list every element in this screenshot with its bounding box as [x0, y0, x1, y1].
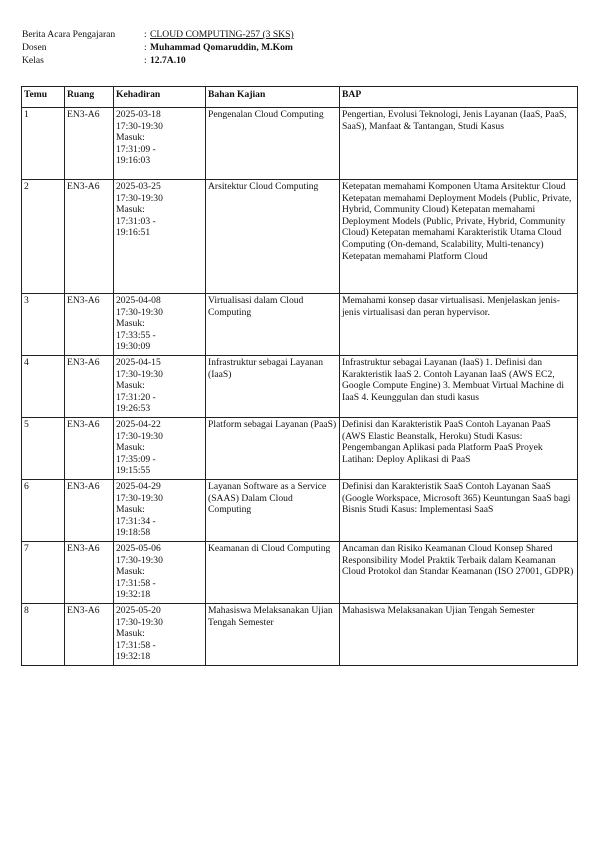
masuk-time: 17:31:34 - [116, 515, 156, 527]
cell-bap: Infrastruktur sebagai Layanan (IaaS) 1. Definisi dan Karakteristik IaaS 2. Contoh Layanan IaaS (AWS EC2, Google Compute Engine) 3. Membuat Virtual Machine di IaaS 4. Keunggulan dan studi kasus [340, 356, 578, 418]
cell-bap: Definisi dan Karakteristik PaaS Contoh Layanan PaaS (AWS Elastic Beanstalk, Heroku) Studi Kasus: Pengembangan Aplikasi pada Platform PaaS Proyek Latihan: Deploy Aplikasi di PaaS [340, 418, 578, 480]
column-header-temu: Temu [22, 87, 65, 108]
column-header-kehadiran: Kehadiran [114, 87, 206, 108]
time: 17:30-19:30 [116, 306, 163, 318]
keluar-time: 19:30:09 [116, 341, 151, 353]
lecturer-value: Muhammad Qomaruddin, M.Kom [150, 42, 293, 53]
time: 17:30-19:30 [116, 554, 163, 566]
date: 2025-05-06 [116, 543, 161, 554]
cell-ruang: EN3-A6 [65, 604, 114, 666]
cell-kehadiran [114, 108, 206, 180]
masuk-time: 17:31:03 - [116, 215, 156, 227]
date: 2025-03-25 [116, 181, 161, 192]
masuk-time: 17:35:09 - [116, 453, 156, 465]
keluar-time: 19:26:53 [116, 403, 151, 415]
masuk-label: Masuk: [116, 504, 145, 516]
masuk-label: Masuk: [116, 318, 145, 330]
keluar-time: 19:16:03 [116, 155, 151, 167]
cell-temu: 4 [22, 356, 65, 418]
masuk-label: Masuk: [116, 132, 145, 144]
class-label: Kelas [22, 55, 44, 66]
cell-bahan-kajian: Infrastruktur sebagai Layanan (IaaS) [206, 356, 340, 418]
cell-ruang: EN3-A6 [65, 542, 114, 604]
masuk-label: Masuk: [116, 628, 145, 640]
cell-bap: Ancaman dan Risiko Keamanan Cloud Konsep Shared Responsibility Model Praktik Terbaik dalam Keamanan Cloud Protokol dan Standar Keamanan (ISO 27001, GDPR) [340, 542, 578, 604]
column-header-ruang: Ruang [65, 87, 114, 108]
cell-ruang: EN3-A6 [65, 108, 114, 180]
cell-temu: 7 [22, 542, 65, 604]
keluar-time: 19:18:58 [116, 527, 151, 539]
cell-ruang: EN3-A6 [65, 356, 114, 418]
cell-ruang: EN3-A6 [65, 480, 114, 542]
cell-bap: Ketepatan memahami Komponen Utama Arsitektur Cloud Ketepatan memahami Deployment Models (Public, Private, Hybrid, Community Cloud) Ketepatan memahami Deployment Models (Public, Private, Hybrid, Community Cloud) Ketepatan memahami Karakteristik Utama Cloud Computing (On-demand, Scalability, Multi-tenancy) Ketepatan memahami Platform Cloud [340, 180, 578, 294]
cell-kehadiran [114, 356, 206, 418]
lecturer-row [22, 42, 294, 55]
masuk-time: 17:31:58 - [116, 577, 156, 589]
masuk-label: Masuk: [116, 380, 145, 392]
cell-ruang: EN3-A6 [65, 294, 114, 356]
cell-bap: Mahasiswa Melaksanakan Ujian Tengah Semester [340, 604, 578, 666]
class-value: 12.7A.10 [150, 55, 186, 66]
masuk-label: Masuk: [116, 566, 145, 578]
column-header-bahan-kajian: Bahan Kajian [206, 87, 340, 108]
cell-kehadiran [114, 480, 206, 542]
class-row [22, 55, 294, 68]
table-row [22, 542, 578, 604]
course-label: Berita Acara Pengajaran [22, 29, 116, 40]
time: 17:30-19:30 [116, 368, 163, 380]
time: 17:30-19:30 [116, 120, 163, 132]
course-separator: : [144, 29, 147, 40]
class-separator: : [144, 55, 147, 66]
table-header-row [22, 87, 578, 108]
masuk-time: 17:33:55 - [116, 329, 156, 341]
cell-bap: Pengertian, Evolusi Teknologi, Jenis Layanan (IaaS, PaaS, SaaS), Manfaat & Tantangan, Studi Kasus [340, 108, 578, 180]
masuk-time: 17:31:20 - [116, 391, 156, 403]
cell-bahan-kajian: Virtualisasi dalam Cloud Computing [206, 294, 340, 356]
cell-bahan-kajian: Layanan Software as a Service (SAAS) Dalam Cloud Computing [206, 480, 340, 542]
keluar-time: 19:32:18 [116, 589, 151, 601]
table-row [22, 108, 578, 180]
cell-ruang: EN3-A6 [65, 180, 114, 294]
date: 2025-04-15 [116, 357, 161, 368]
table-row [22, 180, 578, 294]
cell-temu: 3 [22, 294, 65, 356]
cell-bahan-kajian: Arsitektur Cloud Computing [206, 180, 340, 294]
date: 2025-03-18 [116, 109, 161, 120]
masuk-time: 17:31:09 - [116, 143, 156, 155]
lecturer-separator: : [144, 42, 147, 53]
date: 2025-05-20 [116, 605, 161, 616]
cell-kehadiran [114, 418, 206, 480]
attendance-table [21, 86, 578, 666]
time: 17:30-19:30 [116, 430, 163, 442]
cell-bahan-kajian: Mahasiswa Melaksanakan Ujian Tengah Semester [206, 604, 340, 666]
cell-kehadiran [114, 542, 206, 604]
cell-bap: Memahami konsep dasar virtualisasi. Menjelaskan jenis-jenis virtualisasi dan peran hypervisor. [340, 294, 578, 356]
table-row [22, 294, 578, 356]
document-header [22, 29, 294, 68]
cell-bahan-kajian: Platform sebagai Layanan (PaaS) [206, 418, 340, 480]
date: 2025-04-08 [116, 295, 161, 306]
cell-temu: 6 [22, 480, 65, 542]
course-value: CLOUD COMPUTING-257 (3 SKS) [150, 29, 294, 40]
keluar-time: 19:15:55 [116, 465, 151, 477]
column-header-bap: BAP [340, 87, 578, 108]
time: 17:30-19:30 [116, 616, 163, 628]
date: 2025-04-22 [116, 419, 161, 430]
course-row [22, 29, 294, 42]
cell-temu: 1 [22, 108, 65, 180]
cell-temu: 8 [22, 604, 65, 666]
table-row [22, 418, 578, 480]
time: 17:30-19:30 [116, 492, 163, 504]
table-row [22, 604, 578, 666]
cell-bap: Definisi dan Karakteristik SaaS Contoh Layanan SaaS (Google Workspace, Microsoft 365) Keuntungan SaaS bagi Bisnis Studi Kasus: Implementasi SaaS [340, 480, 578, 542]
cell-kehadiran [114, 294, 206, 356]
time: 17:30-19:30 [116, 192, 163, 204]
date: 2025-04-29 [116, 481, 161, 492]
lecturer-label: Dosen [22, 42, 47, 53]
cell-bahan-kajian: Pengenalan Cloud Computing [206, 108, 340, 180]
cell-kehadiran [114, 604, 206, 666]
cell-temu: 2 [22, 180, 65, 294]
table-row [22, 480, 578, 542]
masuk-label: Masuk: [116, 204, 145, 216]
cell-bahan-kajian: Keamanan di Cloud Computing [206, 542, 340, 604]
keluar-time: 19:32:18 [116, 651, 151, 663]
keluar-time: 19:16:51 [116, 227, 151, 239]
table-row [22, 356, 578, 418]
masuk-time: 17:31:58 - [116, 639, 156, 651]
cell-kehadiran [114, 180, 206, 294]
cell-ruang: EN3-A6 [65, 418, 114, 480]
cell-temu: 5 [22, 418, 65, 480]
masuk-label: Masuk: [116, 442, 145, 454]
